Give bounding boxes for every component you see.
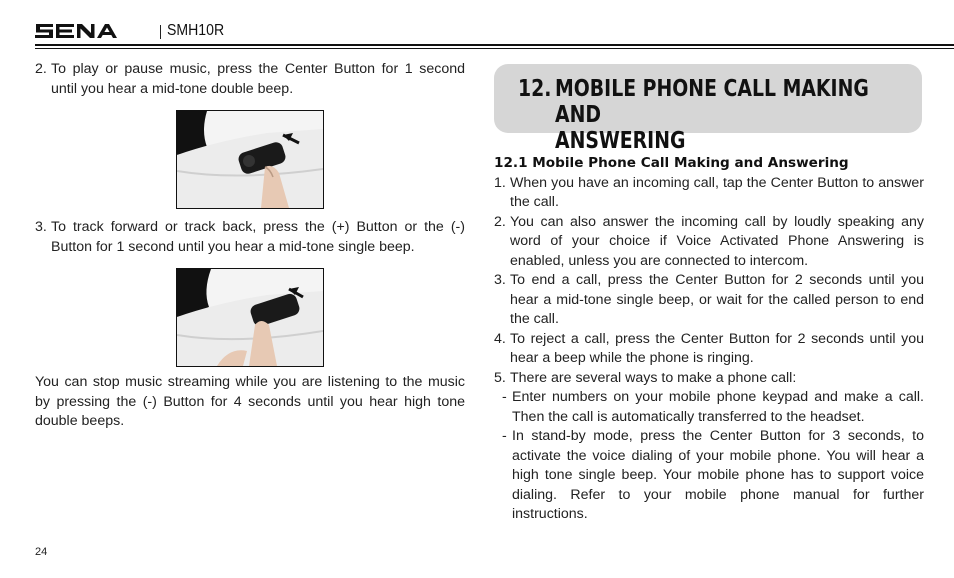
list-item [35,218,465,257]
item-number: 4. [494,330,506,347]
sub-item-text: Enter numbers on your mobile phone keypad and make a call. Then the call is automatically transferred to the headset. [512,389,924,425]
item-text: To end a call, press the Center Button for 2 seconds until you hear a mid-tone single beep, or wait for the called person to end the call. [510,272,924,327]
subheading: 12.1 Mobile Phone Call Making and Answering [494,155,849,171]
item-number: 3. [494,272,506,288]
section-title-line: MOBILE PHONE CALL MAKING AND [555,76,869,128]
item-number: 2. [35,61,47,77]
headset-photo-center-button [176,110,324,209]
section-title-box [494,64,922,154]
sub-list-item [494,427,924,525]
left-column [35,60,465,432]
header-rule [35,44,954,46]
item-text: You can also answer the incoming call by loudly speaking any word of your choice if Voice Activated Phone Answering is enabled, unless you are connected to intercom. [510,213,924,269]
list-item [494,369,924,389]
sub-list-item [494,388,924,427]
model-name: SMH10R [167,22,225,39]
item-number: 5. [494,369,506,386]
dash-bullet: - [502,389,507,405]
page-number: 24 [35,546,48,558]
section-title-line: ANSWERING [555,128,686,154]
item-number: 1. [494,174,506,191]
item-text: To track forward or track back, press the (+) Button or the (-) Button for 1 second until you hear a mid-tone single beep. [51,219,465,255]
headset-photo-plus-minus-button [176,268,324,367]
list-item [494,271,924,330]
header-rule-thin [35,48,954,49]
sena-logo [35,24,117,38]
item-number: 3. [35,219,47,235]
section-number: 12. [518,76,552,102]
item-number: 2. [494,213,506,230]
right-column [494,64,924,525]
item-text: To play or pause music, press the Center Button for 1 second until you hear a mid-tone double beep. [51,61,465,97]
header-separator [160,25,161,39]
section-title [555,76,916,154]
list-item [494,174,924,213]
sub-item-text: In stand-by mode, press the Center Button for 3 seconds, to activate the voice dialing of your mobile phone. You will hear a high tone single beep. Your mobile phone has to support voice dialing. Refer to your mobile phone manual for further instructions. [512,428,924,522]
item-text: When you have an incoming call, tap the Center Button to answer the call. [510,174,924,210]
list-item [494,213,924,272]
list-item [494,330,924,369]
list-item [35,60,465,99]
item-text: There are several ways to make a phone call: [510,369,797,386]
closing-paragraph: You can stop music streaming while you are listening to the music by pressing the (-) Button for 4 seconds until you hear high tone double beeps. [35,374,465,429]
dash-bullet: - [502,428,507,444]
item-text: To reject a call, press the Center Button for 2 seconds until you hear a beep while the phone is ringing. [510,330,924,366]
